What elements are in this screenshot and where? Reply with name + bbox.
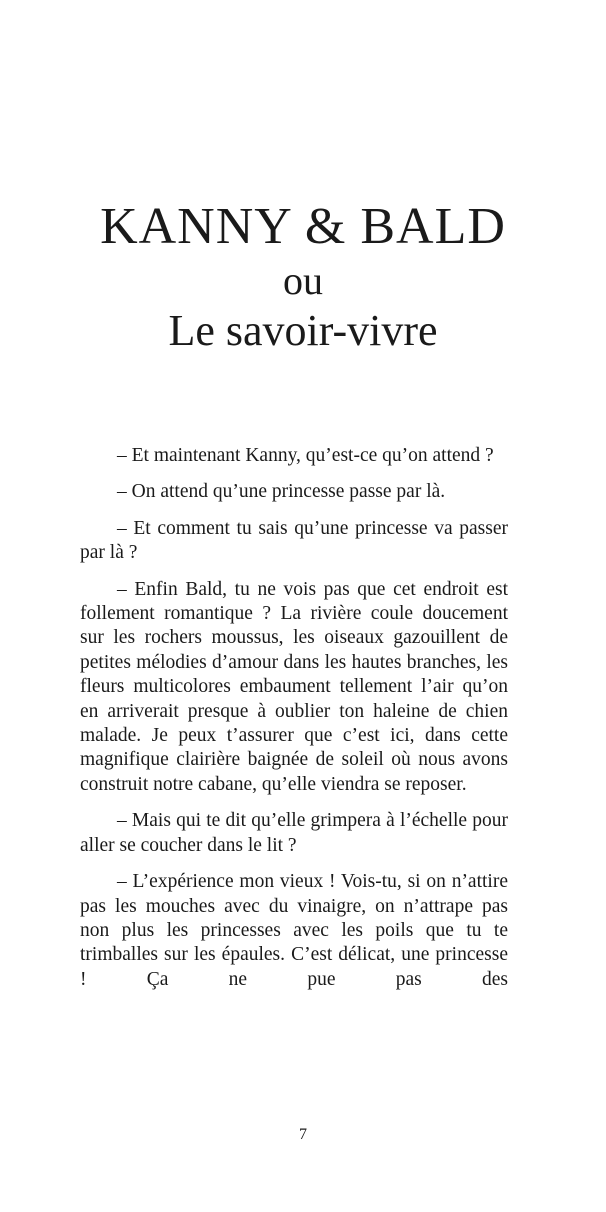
paragraph: – Mais qui te dit qu’elle grimpera à l’échelle pour aller se coucher dans le lit ? (80, 810, 508, 856)
paragraph: – On attend qu’une princesse passe par là. (117, 481, 446, 503)
paragraph: – Et maintenant Kanny, qu’est-ce qu’on attend ? (117, 445, 494, 466)
chapter-title-main: KANNY & BALD (100, 198, 506, 255)
paragraph: – Et comment tu sais qu’une princesse va passer par là ? (80, 517, 508, 564)
chapter-title (0, 196, 606, 358)
chapter-subtitle: Le savoir-vivre (168, 306, 438, 355)
paragraph: – Enfin Bald, tu ne vois pas que cet endroit est follement romantique ? La rivière coule doucement sur les rochers moussus, les oiseaux gazouillent de petites mélodies d’amour dans les hautes branches, les fleurs multicolores embaument tellement l’air qu’on en arriverait presque à oublier ton haleine de chien malade. Je peux t’assurer que c’est ici, dans cette magnifique clairière baignée de soleil où nous avons construit notre cabane, qu’elle viendra se reposer. (80, 578, 508, 795)
chapter-title-conjunction: ou (283, 258, 323, 303)
paragraph: – L’expérience mon vieux ! Vois-tu, si on n’attire pas les mouches avec du vinaigre, on n’attrape pas non plus les princesses avec les poils que tu te trimballes sur les épaules. C’est délicat, une princesse ! Ça ne pue pas des (80, 871, 508, 990)
page-number: 7 (299, 1126, 307, 1143)
chapter-body (80, 444, 508, 1004)
